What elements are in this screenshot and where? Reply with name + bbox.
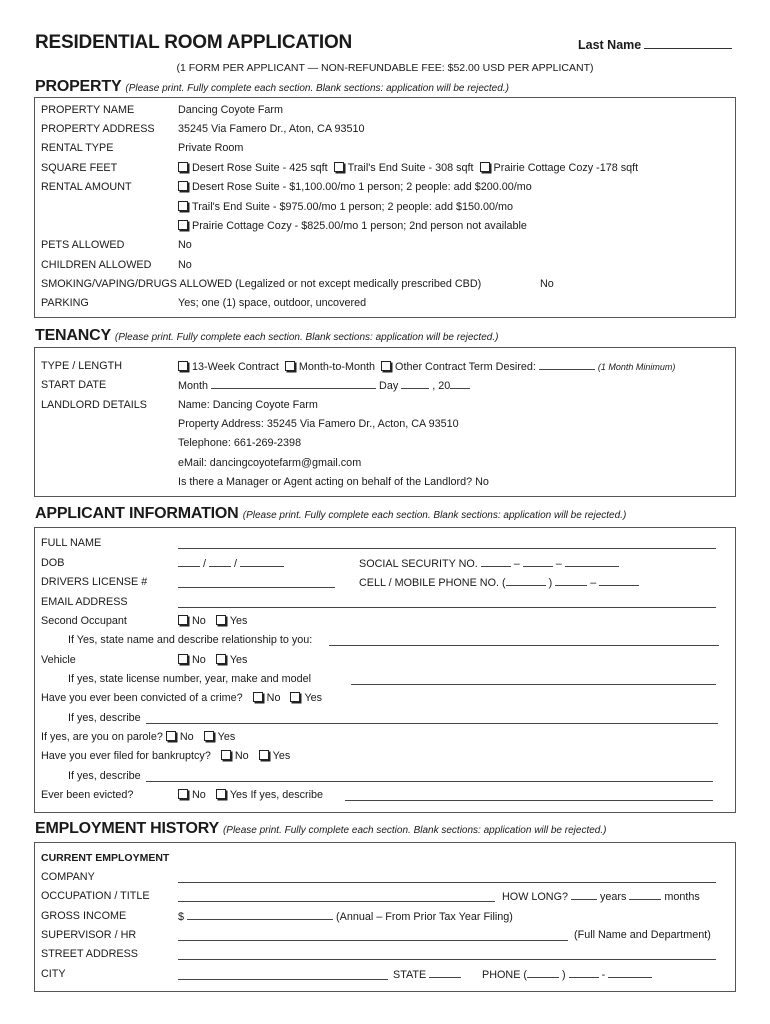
bankruptcy-yes-checkbox[interactable] (259, 750, 269, 760)
form-title: RESIDENTIAL ROOM APPLICATION (35, 32, 353, 53)
landlord-phone: Telephone: 661-269-2398 (178, 437, 302, 449)
employer-phone-field[interactable]: PHONE ( ) - (482, 968, 652, 981)
vehicle-label: Vehicle (41, 654, 76, 666)
current-employment-heading: CURRENT EMPLOYMENT (41, 852, 170, 864)
ssn-field[interactable]: SOCIAL SECURITY NO. – – (359, 557, 619, 570)
second-occupant-label: Second Occupant (41, 615, 127, 627)
amount-trails-end-label: Trail's End Suite - $975.00/mo 1 person; 2 people: add $150.00/mo (192, 201, 513, 213)
evicted-yes-checkbox[interactable] (216, 789, 226, 799)
tenancy-section-title: TENANCY (Please print. Fully complete each section. Blank sections: application will be rejected.) (35, 327, 499, 344)
supervisor-label: SUPERVISOR / HR (41, 929, 137, 941)
other-term-label: Other Contract Term Desired: (395, 361, 536, 373)
sqft-desert-rose-checkbox[interactable] (178, 162, 188, 172)
landlord-agent: Is there a Manager or Agent acting on behalf of the Landlord? No (178, 476, 489, 488)
amount-prairie-checkbox[interactable] (178, 220, 188, 230)
square-feet-options (178, 162, 638, 174)
crime-no-label: No (266, 692, 281, 704)
square-feet-label: SQUARE FEET (41, 162, 118, 174)
parole-yes-label: Yes (217, 731, 236, 743)
evicted-detail-blank[interactable] (345, 800, 713, 801)
full-name-department-note: (Full Name and Department) (574, 929, 711, 941)
crime-detail-blank[interactable] (146, 723, 718, 724)
month-label: Month (178, 380, 209, 392)
amount-desert-rose-checkbox[interactable] (178, 181, 188, 191)
crime-no-checkbox[interactable] (253, 692, 263, 702)
vehicle-detail-label: If yes, state license number, year, make and model (68, 673, 312, 685)
amount-prairie-label: Prairie Cottage Cozy - $825.00/mo 1 person; 2nd person not available (192, 220, 527, 232)
months-label: months (664, 891, 700, 903)
pets-label: PETS ALLOWED (41, 239, 125, 251)
occupant-yes-checkbox[interactable] (216, 615, 226, 625)
employer-phone-label: PHONE ( (482, 969, 527, 981)
employment-note: (Please print. Fully complete each section. Blank sections: application will be rejected.) (222, 825, 607, 836)
supervisor-blank[interactable] (178, 940, 568, 941)
month-to-month-label: Month-to-Month (298, 361, 376, 373)
children-value: No (178, 259, 192, 271)
start-date-label: START DATE (41, 379, 107, 391)
property-section-title: PROPERTY (Please print. Fully complete each section. Blank sections: application will be rejected.) (35, 78, 509, 95)
smoking-value: No (540, 278, 554, 290)
employment-section-title: EMPLOYMENT HISTORY (Please print. Fully complete each section. Blank sections: application will be rejected.) (35, 820, 607, 837)
type-length-options (178, 360, 675, 373)
second-occupant-options (178, 615, 247, 627)
sqft-trails-end-checkbox[interactable] (334, 162, 344, 172)
amount-option-1 (178, 181, 532, 193)
rental-type-value: Private Room (178, 142, 244, 154)
company-blank[interactable] (178, 882, 716, 883)
parole-no-label: No (179, 731, 194, 743)
amount-option-3 (178, 220, 527, 232)
year-prefix: , 20 (432, 380, 451, 392)
start-date-fields (178, 379, 470, 392)
landlord-details-label: LANDLORD DETAILS (41, 399, 147, 411)
drivers-license-blank[interactable] (178, 587, 335, 588)
vehicle-options (178, 654, 247, 666)
street-address-label: STREET ADDRESS (41, 948, 138, 960)
evicted-options (178, 789, 323, 801)
bankruptcy-yes-label: Yes (272, 750, 291, 762)
how-long-field[interactable] (502, 890, 700, 903)
13-week-checkbox[interactable] (178, 361, 188, 371)
property-address-value: 35245 Via Famero Dr., Aton, CA 93510 (178, 123, 365, 135)
bankruptcy-detail-label: If yes, describe (68, 770, 141, 782)
occupant-yes-label: Yes (229, 615, 248, 627)
email-blank[interactable] (178, 607, 716, 608)
last-name-blank[interactable] (644, 38, 732, 49)
property-name-value: Dancing Coyote Farm (178, 104, 284, 116)
form-subline: (1 FORM PER APPLICANT — NON-REFUNDABLE FEE: $52.00 USD PER APPLICANT) (176, 62, 594, 74)
tenancy-note: (Please print. Fully complete each section. Blank sections: application will be rejected.) (114, 332, 499, 343)
bankruptcy-detail-blank[interactable] (146, 781, 713, 782)
vehicle-detail-blank[interactable] (351, 684, 716, 685)
crime-yes-checkbox[interactable] (290, 692, 300, 702)
full-name-blank[interactable] (178, 548, 716, 549)
occupant-no-checkbox[interactable] (178, 615, 188, 625)
bankruptcy-no-label: No (234, 750, 249, 762)
parole-no-checkbox[interactable] (166, 731, 176, 741)
amount-option-2 (178, 201, 513, 213)
vehicle-no-label: No (192, 654, 206, 666)
rental-amount-label: RENTAL AMOUNT (41, 181, 132, 193)
cell-phone-field[interactable]: CELL / MOBILE PHONE NO. ( ) – (359, 576, 639, 589)
full-name-label: FULL NAME (41, 537, 102, 549)
last-name-field[interactable] (578, 38, 732, 52)
day-blank[interactable] (401, 379, 429, 389)
parking-label: PARKING (41, 297, 89, 309)
amount-desert-rose-label: Desert Rose Suite - $1,100.00/mo 1 person; 2 people: add $200.00/mo (192, 181, 532, 193)
sqft-trails-end-label: Trail's End Suite - 308 sqft (347, 162, 474, 174)
occupant-no-label: No (192, 615, 206, 627)
years-label: years (600, 891, 627, 903)
gross-income-label: GROSS INCOME (41, 910, 127, 922)
sqft-desert-rose-label: Desert Rose Suite - 425 sqft (192, 162, 328, 174)
month-to-month-checkbox[interactable] (285, 361, 295, 371)
evicted-yes-label: Yes (229, 789, 248, 801)
pets-value: No (178, 239, 192, 251)
drivers-license-label: DRIVERS LICENSE # (41, 576, 148, 588)
cell-phone-label: CELL / MOBILE PHONE NO. ( (359, 577, 506, 589)
bankruptcy-no-checkbox[interactable] (221, 750, 231, 760)
property-address-label: PROPERTY ADDRESS (41, 123, 155, 135)
year-blank[interactable] (450, 379, 470, 389)
state-field[interactable] (393, 968, 461, 981)
crime-detail-label: If yes, describe (68, 712, 141, 724)
state-label: STATE (393, 969, 427, 981)
other-term-checkbox[interactable] (381, 361, 391, 371)
other-term-blank[interactable] (539, 360, 595, 370)
sqft-prairie-checkbox[interactable] (480, 162, 490, 172)
occupation-label: OCCUPATION / TITLE (41, 890, 150, 902)
city-label: CITY (41, 968, 66, 980)
minimum-note: (1 Month Minimum) (597, 362, 676, 372)
landlord-address: Property Address: 35245 Via Famero Dr., Acton, CA 93510 (178, 418, 459, 430)
evicted-no-checkbox[interactable] (178, 789, 188, 799)
dollar-sign: $ (178, 911, 185, 923)
landlord-name: Name: Dancing Coyote Farm (178, 399, 318, 411)
occupation-blank[interactable] (178, 901, 495, 902)
occupant-detail-label: If Yes, state name and describe relationship to you: (68, 634, 313, 646)
crime-yes-label: Yes (304, 692, 323, 704)
dob-label: DOB (41, 557, 65, 569)
landlord-email: eMail: dancingcoyotefarm@gmail.com (178, 457, 362, 469)
evicted-detail-label: If yes, describe (250, 789, 324, 801)
applicant-section-title: APPLICANT INFORMATION (Please print. Fully complete each section. Blank sections: application will be rejected.) (35, 505, 627, 522)
dob-blanks[interactable]: / / (178, 557, 284, 570)
bankruptcy-question: Have you ever filed for bankruptcy? No Yes (41, 750, 291, 762)
parking-value: Yes; one (1) space, outdoor, uncovered (178, 297, 367, 309)
property-name-label: PROPERTY NAME (41, 104, 135, 116)
ssn-label: SOCIAL SECURITY NO. (359, 558, 478, 570)
13-week-label: 13-Week Contract (192, 361, 279, 373)
month-blank[interactable] (211, 379, 376, 389)
company-label: COMPANY (41, 871, 95, 883)
children-label: CHILDREN ALLOWED (41, 259, 152, 271)
day-label: Day (379, 380, 399, 392)
how-long-label: HOW LONG? (502, 891, 568, 903)
vehicle-yes-label: Yes (229, 654, 248, 666)
applicant-note: (Please print. Fully complete each section. Blank sections: application will be rejected.) (242, 510, 627, 521)
parole-yes-checkbox[interactable] (204, 731, 214, 741)
amount-trails-end-checkbox[interactable] (178, 201, 188, 211)
type-length-label: TYPE / LENGTH (41, 360, 122, 372)
crime-question: Have you ever been convicted of a crime? No Yes (41, 692, 323, 704)
smoking-label: SMOKING/VAPING/DRUGS ALLOWED (Legalized or not except medically prescribed CBD) (41, 278, 482, 290)
gross-income-field[interactable] (178, 910, 513, 923)
evicted-label: Ever been evicted? (41, 789, 134, 801)
city-blank[interactable] (178, 979, 388, 980)
street-address-blank[interactable] (178, 959, 716, 960)
email-label: EMAIL ADDRESS (41, 596, 128, 608)
evicted-no-label: No (192, 789, 206, 801)
last-name-label: Last Name (578, 38, 642, 52)
vehicle-no-checkbox[interactable] (178, 654, 188, 664)
annual-note: (Annual – From Prior Tax Year Filing) (336, 911, 513, 923)
parole-question: If yes, are you on parole? No Yes (41, 731, 236, 743)
vehicle-yes-checkbox[interactable] (216, 654, 226, 664)
rental-type-label: RENTAL TYPE (41, 142, 114, 154)
occupant-detail-blank[interactable] (329, 645, 719, 646)
property-note: (Please print. Fully complete each section. Blank sections: application will be rejected.) (125, 83, 509, 94)
sqft-prairie-label: Prairie Cottage Cozy -178 sqft (493, 162, 639, 174)
